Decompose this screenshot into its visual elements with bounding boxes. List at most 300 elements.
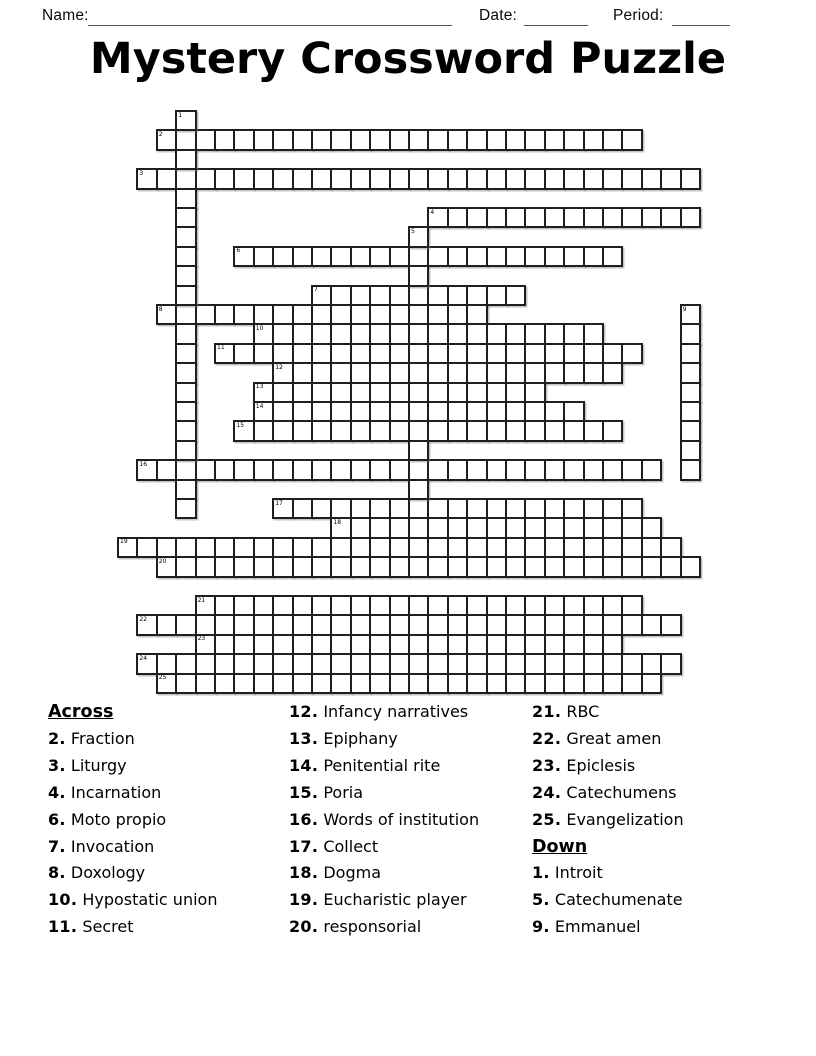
- clue-item: [532, 753, 774, 780]
- grid-cell: [350, 653, 371, 674]
- grid-clue-number: 6: [236, 247, 241, 255]
- clue-text: Incarnation: [65, 782, 162, 802]
- grid-clue-number: 20: [158, 557, 167, 565]
- clue-number: 2.: [48, 728, 66, 748]
- grid-cell: [447, 420, 468, 441]
- grid-cell: [408, 304, 429, 325]
- grid-cell: [544, 246, 565, 267]
- clue-item: [289, 860, 531, 887]
- grid-cell: [272, 595, 293, 616]
- grid-cell: [447, 323, 468, 344]
- grid-cell: [544, 556, 565, 577]
- grid-cell: [408, 498, 429, 519]
- grid-cell: [350, 537, 371, 558]
- grid-cell: [466, 401, 487, 422]
- grid-cell: [602, 420, 623, 441]
- grid-cell: [369, 129, 390, 150]
- grid-cell: [195, 556, 216, 577]
- grid-cell: [524, 459, 545, 480]
- grid-cell: [427, 323, 448, 344]
- clue-text: Moto propio: [65, 809, 167, 829]
- grid-cell: [524, 614, 545, 635]
- grid-cell: [175, 265, 196, 286]
- grid-cell: [311, 129, 332, 150]
- grid-cell: [408, 653, 429, 674]
- grid-cell: [466, 323, 487, 344]
- grid-clue-number: 8: [158, 305, 163, 313]
- grid-cell: [505, 673, 526, 694]
- grid-cell: [427, 304, 448, 325]
- grid-clue-number: 9: [682, 305, 687, 313]
- grid-cell: [292, 653, 313, 674]
- grid-cell: [330, 343, 351, 364]
- grid-cell: [350, 168, 371, 189]
- grid-cell: [505, 285, 526, 306]
- grid-cell: [563, 673, 584, 694]
- clue-item: [48, 753, 290, 780]
- grid-cell: [195, 673, 216, 694]
- grid-cell: [408, 265, 429, 286]
- grid-cell: [350, 634, 371, 655]
- grid-cell: [466, 246, 487, 267]
- grid-cell: [447, 614, 468, 635]
- grid-cell: [427, 459, 448, 480]
- grid-cell: [330, 304, 351, 325]
- grid-cell: [427, 634, 448, 655]
- grid-cell: [408, 537, 429, 558]
- grid-cell: [680, 459, 701, 480]
- clue-item: [289, 726, 531, 753]
- grid-cell: [447, 129, 468, 150]
- grid-cell: [408, 614, 429, 635]
- grid-cell: [292, 343, 313, 364]
- grid-cell: [369, 420, 390, 441]
- grid-cell: [233, 168, 254, 189]
- grid-cell: [563, 168, 584, 189]
- grid-cell: [505, 382, 526, 403]
- clue-number: 4.: [48, 782, 66, 802]
- grid-cell: [583, 207, 604, 228]
- clue-item: [48, 914, 290, 941]
- grid-cell: [350, 323, 371, 344]
- grid-cell: [544, 498, 565, 519]
- grid-cell: [680, 207, 701, 228]
- clue-text: Emmanuel: [549, 917, 641, 937]
- grid-cell: [544, 634, 565, 655]
- grid-cell: [330, 595, 351, 616]
- grid-cell: [156, 459, 177, 480]
- grid-cell: [408, 285, 429, 306]
- grid-cell: [408, 634, 429, 655]
- grid-cell: [621, 595, 642, 616]
- grid-clue-number: 19: [120, 538, 128, 546]
- clue-number: 25.: [532, 809, 562, 829]
- grid-cell: [505, 614, 526, 635]
- grid-cell: [272, 653, 293, 674]
- grid-cell: [486, 401, 507, 422]
- clue-column-across: [48, 699, 290, 941]
- grid-cell: [350, 362, 371, 383]
- grid-cell: [311, 673, 332, 694]
- grid-cell: [466, 129, 487, 150]
- grid-cell: [583, 168, 604, 189]
- clue-text: Poria: [318, 782, 364, 802]
- grid-cell: [214, 653, 235, 674]
- grid-cell: [272, 382, 293, 403]
- grid-cell: [175, 537, 196, 558]
- grid-cell: [389, 634, 410, 655]
- grid-cell: [389, 323, 410, 344]
- grid-clue-number: 18: [333, 518, 342, 526]
- grid-cell: [466, 673, 487, 694]
- grid-cell: [621, 537, 642, 558]
- grid-cell: [486, 556, 507, 577]
- grid-cell: [369, 653, 390, 674]
- clue-item: [48, 780, 290, 807]
- grid-cell: [641, 537, 662, 558]
- grid-cell: [156, 168, 177, 189]
- grid-clue-number: 4: [430, 208, 435, 216]
- grid-cell: [486, 537, 507, 558]
- grid-cell: [311, 362, 332, 383]
- grid-cell: [641, 459, 662, 480]
- grid-clue-number: 21: [197, 596, 206, 604]
- grid-cell: [602, 673, 623, 694]
- grid-cell: [350, 129, 371, 150]
- grid-cell: [621, 556, 642, 577]
- grid-cell: [563, 207, 584, 228]
- grid-cell: [505, 556, 526, 577]
- grid-cell: [195, 537, 216, 558]
- grid-cell: [175, 420, 196, 441]
- grid-cell: [447, 673, 468, 694]
- grid-cell: [175, 207, 196, 228]
- grid-cell: [233, 595, 254, 616]
- grid-cell: [311, 537, 332, 558]
- clue-item: [289, 887, 531, 914]
- grid-cell: [175, 343, 196, 364]
- grid-cell: [524, 323, 545, 344]
- clue-number: 14.: [289, 755, 319, 775]
- clue-text: RBC: [561, 702, 600, 721]
- grid-cell: [427, 673, 448, 694]
- grid-cell: [660, 537, 681, 558]
- grid-cell: [524, 343, 545, 364]
- clue-item: [289, 699, 531, 726]
- grid-cell: [524, 246, 545, 267]
- grid-cell: [621, 673, 642, 694]
- grid-cell: [389, 537, 410, 558]
- grid-cell: [330, 246, 351, 267]
- grid-cell: [408, 343, 429, 364]
- clue-text: Eucharistic player: [318, 890, 467, 910]
- clue-number: 11.: [48, 917, 78, 937]
- grid-cell: [427, 420, 448, 441]
- grid-cell: [524, 673, 545, 694]
- grid-cell: [602, 246, 623, 267]
- grid-cell: [389, 517, 410, 538]
- grid-cell: [389, 304, 410, 325]
- grid-cell: [408, 246, 429, 267]
- grid-cell: [369, 595, 390, 616]
- grid-cell: [505, 653, 526, 674]
- grid-cell: [350, 459, 371, 480]
- grid-clue-number: 3: [139, 169, 144, 177]
- grid-cell: [369, 362, 390, 383]
- grid-cell: [350, 304, 371, 325]
- grid-cell: [350, 498, 371, 519]
- grid-cell: [292, 246, 313, 267]
- grid-cell: [486, 595, 507, 616]
- grid-cell: [272, 168, 293, 189]
- grid-cell: [544, 614, 565, 635]
- grid-cell: [369, 343, 390, 364]
- grid-cell: [311, 420, 332, 441]
- grid-cell: [583, 362, 604, 383]
- grid-cell: [330, 168, 351, 189]
- clue-text: Penitential rite: [318, 755, 441, 775]
- grid-clue-number: 1: [178, 111, 183, 119]
- grid-cell: [195, 614, 216, 635]
- clue-section-heading: Down: [532, 836, 588, 857]
- grid-cell: [292, 401, 313, 422]
- grid-cell: [486, 129, 507, 150]
- grid-cell: [447, 246, 468, 267]
- grid-cell: [447, 634, 468, 655]
- grid-cell: [486, 653, 507, 674]
- grid-cell: [466, 517, 487, 538]
- grid-cell: [369, 537, 390, 558]
- grid-cell: [175, 498, 196, 519]
- grid-cell: [233, 673, 254, 694]
- grid-cell: [272, 246, 293, 267]
- grid-cell: [563, 653, 584, 674]
- grid-cell: [621, 517, 642, 538]
- grid-cell: [292, 129, 313, 150]
- grid-cell: [427, 537, 448, 558]
- clue-text: Words of institution: [318, 809, 480, 829]
- grid-cell: [330, 382, 351, 403]
- grid-cell: [272, 420, 293, 441]
- clue-item: [48, 834, 290, 861]
- clue-number: 7.: [48, 836, 66, 856]
- clue-item: [289, 914, 531, 941]
- grid-cell: [408, 420, 429, 441]
- grid-cell: [427, 614, 448, 635]
- grid-cell: [369, 517, 390, 538]
- grid-clue-number: 14: [255, 402, 264, 410]
- clue-text: Catechumens: [561, 782, 677, 802]
- page-title: Mystery Crossword Puzzle: [89, 34, 727, 84]
- grid-cell: [214, 673, 235, 694]
- clue-number: 21.: [532, 702, 562, 721]
- grid-cell: [272, 634, 293, 655]
- grid-cell: [292, 420, 313, 441]
- grid-cell: [389, 653, 410, 674]
- grid-cell: [408, 479, 429, 500]
- grid-cell: [486, 246, 507, 267]
- grid-cell: [680, 168, 701, 189]
- grid-cell: [389, 343, 410, 364]
- grid-cell: [214, 304, 235, 325]
- grid-cell: [583, 634, 604, 655]
- grid-cell: [408, 129, 429, 150]
- grid-cell: [195, 653, 216, 674]
- grid-cell: [447, 459, 468, 480]
- grid-cell: [427, 362, 448, 383]
- grid-cell: [369, 323, 390, 344]
- grid-cell: [408, 459, 429, 480]
- grid-cell: [233, 556, 254, 577]
- grid-cell: [486, 459, 507, 480]
- grid-cell: [427, 556, 448, 577]
- grid-cell: [389, 168, 410, 189]
- grid-cell: [330, 323, 351, 344]
- grid-cell: [350, 595, 371, 616]
- grid-cell: [524, 129, 545, 150]
- grid-cell: [214, 168, 235, 189]
- grid-cell: [272, 401, 293, 422]
- grid-cell: [389, 614, 410, 635]
- grid-cell: [311, 401, 332, 422]
- clue-item: [289, 753, 531, 780]
- clue-text: Secret: [77, 917, 134, 937]
- grid-cell: [505, 323, 526, 344]
- grid-cell: [680, 362, 701, 383]
- grid-cell: [602, 614, 623, 635]
- grid-cell: [175, 382, 196, 403]
- clue-item: [532, 726, 774, 753]
- grid-cell: [447, 207, 468, 228]
- grid-cell: [233, 343, 254, 364]
- grid-cell: [350, 673, 371, 694]
- grid-cell: [311, 304, 332, 325]
- grid-cell: [641, 556, 662, 577]
- grid-cell: [660, 556, 681, 577]
- grid-cell: [641, 673, 662, 694]
- grid-cell: [408, 401, 429, 422]
- clue-text: Evangelization: [561, 809, 684, 829]
- grid-cell: [175, 479, 196, 500]
- grid-cell: [621, 168, 642, 189]
- clue-number: 8.: [48, 863, 66, 883]
- grid-clue-number: 11: [217, 344, 225, 352]
- grid-cell: [233, 634, 254, 655]
- grid-cell: [524, 207, 545, 228]
- clue-number: 9.: [532, 917, 550, 937]
- grid-cell: [563, 556, 584, 577]
- grid-cell: [253, 653, 274, 674]
- grid-cell: [427, 517, 448, 538]
- grid-cell: [486, 517, 507, 538]
- grid-cell: [524, 498, 545, 519]
- grid-cell: [583, 673, 604, 694]
- clue-number: 10.: [48, 890, 78, 910]
- grid-cell: [602, 459, 623, 480]
- grid-clue-number: 15: [236, 421, 245, 429]
- clue-number: 18.: [289, 863, 319, 883]
- grid-cell: [602, 537, 623, 558]
- grid-cell: [253, 304, 274, 325]
- grid-cell: [563, 401, 584, 422]
- clue-text: Epiclesis: [561, 755, 636, 775]
- grid-cell: [563, 129, 584, 150]
- grid-cell: [505, 498, 526, 519]
- grid-cell: [466, 595, 487, 616]
- clue-number: 23.: [532, 755, 562, 775]
- grid-cell: [524, 401, 545, 422]
- grid-clue-number: 16: [139, 460, 148, 468]
- grid-cell: [466, 634, 487, 655]
- grid-cell: [175, 362, 196, 383]
- grid-cell: [408, 595, 429, 616]
- grid-cell: [466, 382, 487, 403]
- grid-cell: [583, 498, 604, 519]
- clue-number: 5.: [532, 890, 550, 910]
- grid-cell: [544, 517, 565, 538]
- clue-text: Collect: [318, 836, 379, 856]
- grid-cell: [602, 343, 623, 364]
- grid-cell: [486, 207, 507, 228]
- grid-cell: [156, 537, 177, 558]
- grid-cell: [272, 537, 293, 558]
- grid-cell: [563, 459, 584, 480]
- grid-cell: [524, 634, 545, 655]
- grid-cell: [292, 537, 313, 558]
- grid-cell: [602, 556, 623, 577]
- grid-cell: [350, 382, 371, 403]
- grid-cell: [214, 537, 235, 558]
- grid-cell: [214, 634, 235, 655]
- grid-cell: [136, 537, 157, 558]
- grid-cell: [350, 614, 371, 635]
- grid-cell: [253, 420, 274, 441]
- grid-cell: [408, 556, 429, 577]
- grid-cell: [253, 129, 274, 150]
- grid-cell: [330, 285, 351, 306]
- clue-text: Epiphany: [318, 728, 398, 748]
- grid-cell: [389, 556, 410, 577]
- grid-cell: [563, 420, 584, 441]
- grid-cell: [389, 362, 410, 383]
- grid-cell: [563, 634, 584, 655]
- clue-number: 15.: [289, 782, 319, 802]
- grid-cell: [447, 343, 468, 364]
- grid-cell: [680, 323, 701, 344]
- grid-cell: [583, 653, 604, 674]
- grid-cell: [427, 246, 448, 267]
- grid-cell: [330, 401, 351, 422]
- grid-cell: [272, 129, 293, 150]
- grid-cell: [466, 207, 487, 228]
- grid-cell: [427, 382, 448, 403]
- grid-cell: [544, 323, 565, 344]
- grid-cell: [311, 343, 332, 364]
- grid-cell: [563, 498, 584, 519]
- grid-cell: [369, 168, 390, 189]
- grid-cell: [292, 459, 313, 480]
- grid-cell: [466, 498, 487, 519]
- grid-cell: [680, 343, 701, 364]
- grid-cell: [427, 595, 448, 616]
- clue-number: 19.: [289, 890, 319, 910]
- grid-cell: [602, 634, 623, 655]
- grid-cell: [292, 595, 313, 616]
- clue-text: Dogma: [318, 863, 381, 883]
- grid-cell: [389, 595, 410, 616]
- grid-cell: [466, 168, 487, 189]
- grid-cell: [369, 614, 390, 635]
